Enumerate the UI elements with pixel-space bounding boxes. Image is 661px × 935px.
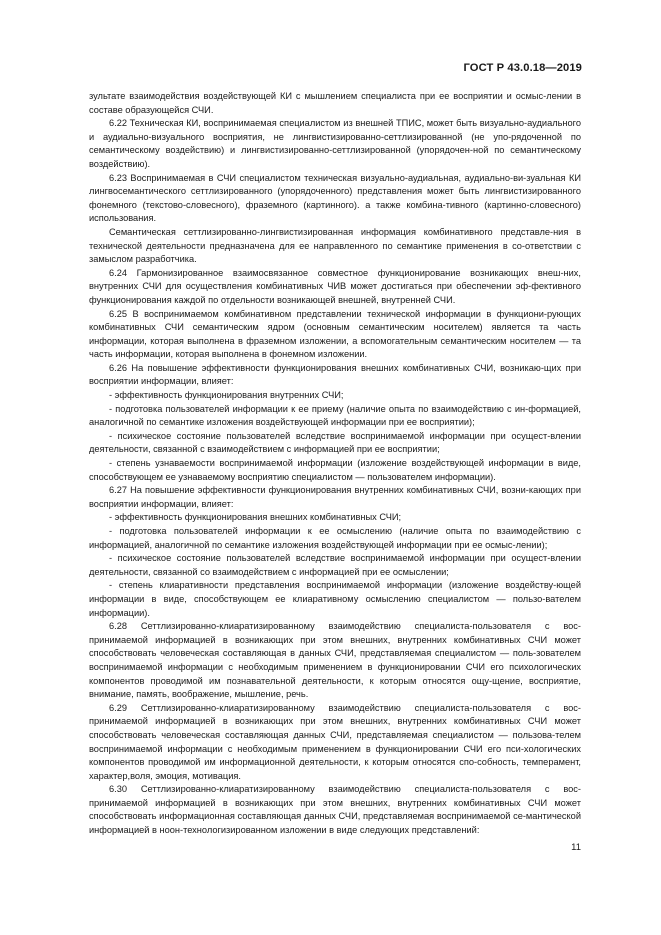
list-item: - подготовка пользователей информации к ее осмыслению (наличие опыта по взаимодействию с информацией, аналогичной по семантике изложения воздействующей информации при ее осмыс-лении); [89, 526, 581, 550]
paragraph: 6.30 Сеттлизированно-клиаратизированному взаимодействию специалиста-пользователя с вос-принимаемой информацией в возникающих при этом внешних, внутренних комбинативных СЧИ может способствовать информационная составляющая данных СЧИ, представляемая воспринимаемой се-мантической информацией в ноон-технологизированном изложении в виде следующих представлений: [89, 784, 581, 836]
list-item: - эффективность функционирования внешних комбинативных СЧИ; [109, 512, 402, 523]
paragraph: Семантическая сеттлизированно-лингвистизированная информация комбинативного представле-ния в технической деятельности предназначена для ее направленного по семантике применения в со-ответствии с замыслом разработчика. [89, 226, 581, 265]
paragraph: зультате взаимодействия воздействующей КИ с мышлением специалиста при ее восприятии и осмыс-лении в составе образующейся СЧИ. [89, 91, 581, 115]
list-item: - подготовка пользователей информации к ее приему (наличие опыта по взаимодействию с ин-формацией, аналогичной по семантике изложения воздействующей информации при ее восприятии); [89, 403, 581, 428]
paragraph: 6.24 Гармонизированное взаимосвязанное совместное функционирование возникающих внеш-них, внутренних СЧИ для осуществления комбинативных ЧИВ может достигаться при обеспечении эф-фективного функционирования каждой по отдельности возникающей внешней, внутренней СЧИ. [89, 267, 581, 305]
list-item: - психическое состояние пользователей вследствие воспринимаемой информации при осущест-влении деятельности, связанной со взаимодействием с информацией при ее осмыслении; [89, 553, 581, 577]
paragraph: 6.23 Воспринимаемая в СЧИ специалистом техническая визуально-аудиальная, аудиально-ви-зуальная КИ лингвосемантического сеттлизированного (упорядоченного) представления может быть лингвистизированного фонемного (текстово-словесного), фраземного (картинного). а также комбина-тивного (картинно-словесного) использования. [89, 172, 581, 224]
paragraph: 6.28 Сеттлизированно-клиаратизированному взаимодействию специалиста-пользователя с вос-принимаемой информацией в возникающих при этом внешних, внутренних комбинативных СЧИ может способствовать человеческая составляющая в данных СЧИ, представляемая специалистом — поль-зователем воспринимаемой информации с необходимым применением в функционировании СЧИ его психологических компонентов проводимой им познавательной деятельности, к которым относятся ощу-щение, восприятие, внимание, память, воображение, мышление, речь. [89, 621, 581, 700]
list-item: - эффективность функционирования внутренних СЧИ; [109, 390, 344, 401]
list-item: - степень узнаваемости воспринимаемой информации (изложение воздействующей информации в виде, способствующем ее узнаваемому восприятию специалистом — пользователем информации). [89, 458, 581, 482]
list-item: - степень клиаративности представления воспринимаемой информации (изложение воздейству-ющей информации в виде, способствующем ее клиаративному осмыслению специалистом — пользо-вателем информации). [89, 580, 581, 618]
list-item: - психическое состояние пользователей вследствие воспринимаемой информации при осущест-влении деятельности, связанной с взаимодействием с информацией при ее восприятии; [89, 430, 581, 455]
document-body [89, 90, 581, 838]
page-number: 11 [571, 842, 581, 853]
paragraph: 6.22 Техническая КИ, воспринимаемая специалистом из внешней ТПИС, может быть визуально-аудиального и аудиально-визуального восприятия, не лингвистизированно-сеттлизированной (не упо-рядоченной по семантическому воздействию) и лингвистизированно-сеттлизированной (упорядочен-ной по семантическому воздействию). [89, 118, 581, 169]
paragraph: 6.25 В воспринимаемом комбинативном представлении технической информации в функциони-рующих комбинативных СЧИ семантическим ядром (основным семантическим носителем) является та часть информации, которая выполнена в фраземном изложении, а вспомогательным семантическим носителем — та часть информации, которая выполнена в фонемном изложении. [89, 308, 581, 360]
paragraph: 6.27 На повышение эффективности функционирования внутренних комбинативных СЧИ, возни-кающих при восприятии информации, влияет: [89, 485, 581, 509]
document-standard-number: ГОСТ Р 43.0.18—2019 [463, 62, 582, 74]
paragraph: 6.26 На повышение эффективности функционирования внешних комбинативных СЧИ, возникаю-щих при восприятии информации, влияет: [89, 362, 581, 387]
paragraph: 6.29 Сеттлизированно-клиаратизированному взаимодействию специалиста-пользователя с вос-принимаемой информацией в возникающих при этом внешних, внутренних комбинативных СЧИ может способствовать человеческая составляющая данных СЧИ, представляемая специалистом — пользова-телем воспринимаемой информации с необходимым применением в функционировании СЧИ его пси-хологических компонентов проводимой им информационной деятельности, к которым относятся спо-собность, темперамент, характер,воля, эмоция, мотивация. [89, 702, 581, 781]
